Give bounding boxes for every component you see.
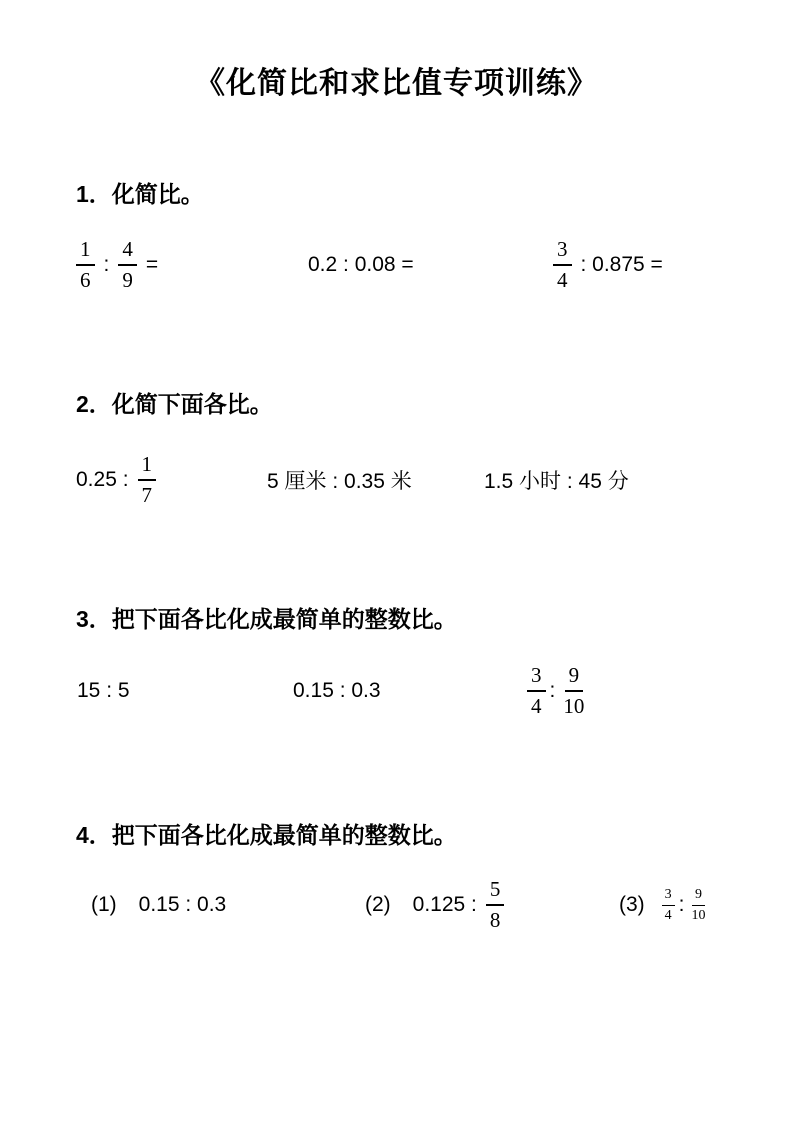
fraction-denominator: 8	[489, 908, 501, 932]
problem-2-2	[267, 445, 412, 515]
fraction-numerator: 9	[692, 887, 705, 906]
section-4-heading: 4．把下面各比化成最简单的整数比。	[76, 822, 457, 848]
problem-3-2	[293, 656, 381, 726]
fraction-denominator: 4	[557, 268, 568, 292]
problem-text: 0.2 : 0.08 =	[308, 253, 414, 276]
fraction-denominator: 4	[531, 694, 542, 718]
fraction-numerator: 4	[118, 238, 137, 266]
fraction-denominator: 4	[664, 907, 672, 923]
fraction-denominator: 6	[80, 268, 91, 292]
problem-text: 1.5 小时 : 45 分	[484, 470, 629, 493]
fraction-denominator: 10	[563, 694, 585, 718]
fraction-numerator: 1	[138, 453, 157, 481]
problem-2-3	[484, 445, 629, 515]
problem-3-3	[527, 656, 588, 726]
problem-4-1	[91, 870, 226, 940]
fraction-numerator: 3	[527, 664, 546, 692]
fraction	[486, 878, 505, 932]
fraction	[76, 238, 95, 292]
colon-separator: :	[549, 679, 556, 702]
fraction-numerator: 5	[486, 878, 505, 906]
section-1-heading: 1．化简比。	[76, 181, 204, 207]
problem-label: (2)	[365, 893, 391, 916]
problem-1-1	[76, 230, 158, 300]
problem-label: (1)	[91, 893, 117, 916]
fraction	[138, 453, 157, 507]
fraction-denominator: 9	[122, 268, 133, 292]
section-2-heading: 2．化简下面各比。	[76, 391, 273, 417]
fraction	[689, 887, 709, 924]
problem-3-1	[77, 656, 130, 726]
problem-4-2	[365, 870, 504, 940]
colon-separator: :	[103, 253, 110, 276]
problem-text: 5 厘米 : 0.35 米	[267, 470, 412, 493]
problem-text: : 0.875 =	[580, 253, 663, 276]
fraction-numerator: 3	[662, 887, 675, 906]
problem-2-1	[76, 445, 156, 515]
page-title: 《化简比和求比值专项训练》	[195, 67, 598, 100]
section-3-heading: 3．把下面各比化成最简单的整数比。	[76, 606, 457, 632]
problem-text: 0.125 :	[412, 893, 477, 916]
fraction-denominator: 7	[141, 483, 153, 507]
equals-sign: =	[145, 253, 159, 276]
problem-text: 0.15 : 0.3	[293, 679, 381, 702]
problem-text: 0.25 :	[76, 468, 129, 491]
fraction	[662, 887, 675, 924]
problem-label: (3)	[619, 893, 645, 916]
fraction	[559, 664, 588, 718]
fraction	[527, 664, 546, 718]
problem-1-3	[553, 230, 663, 300]
fraction-denominator: 10	[691, 907, 706, 923]
fraction-numerator: 3	[553, 238, 572, 266]
problem-text: 15 : 5	[77, 679, 130, 702]
problem-1-2	[308, 230, 414, 300]
fraction-numerator: 9	[565, 664, 584, 692]
fraction	[118, 238, 137, 292]
colon-separator: :	[678, 893, 685, 916]
problem-text: 0.15 : 0.3	[138, 893, 227, 916]
problem-4-3	[619, 870, 709, 940]
fraction	[553, 238, 572, 292]
fraction-numerator: 1	[76, 238, 95, 266]
